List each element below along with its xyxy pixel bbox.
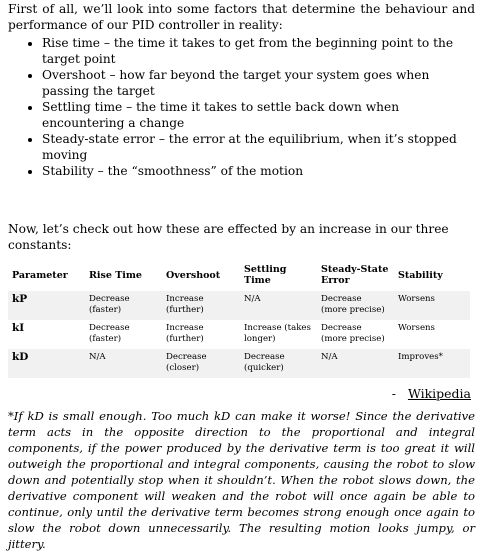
header-steady-state-error: Steady-State Error xyxy=(321,264,389,286)
table-cell: Improves* xyxy=(394,349,470,378)
table-cell: Increase (further) xyxy=(166,323,204,344)
factors-list xyxy=(8,35,475,179)
document-page xyxy=(0,1,483,551)
table-row xyxy=(8,291,470,320)
table-cell: Decrease (faster) xyxy=(89,323,130,344)
factor-item-overshoot: • Overshoot – how far beyond the target your system goes when passing the target xyxy=(42,67,475,99)
factor-item-stability: • Stability – the “smoothness” of the motion xyxy=(42,163,475,179)
header-stability: Stability xyxy=(398,269,443,281)
table-cell-parameter: kP xyxy=(8,291,85,320)
factor-item-rise-time: • Rise time – the time it takes to get from the beginning point to the target point xyxy=(42,35,475,67)
table-cell: Worsens xyxy=(394,291,470,320)
pid-effects-table xyxy=(8,259,470,378)
table-cell: Decrease (more precise) xyxy=(317,291,394,320)
intro-paragraph: First of all, we’ll look into some factors that determine the behaviour and performance of our PID controller in reality: xyxy=(8,2,475,32)
table-header-row xyxy=(8,259,470,291)
header-overshoot: Overshoot xyxy=(166,269,221,281)
table-cell: Worsens xyxy=(398,323,435,333)
table-row xyxy=(8,349,470,378)
source-attribution xyxy=(8,386,471,402)
table-cell: Decrease (faster) xyxy=(85,291,162,320)
factor-item-settling-time: • Settling time – the time it takes to settle back down when encountering a change xyxy=(42,99,475,131)
table-cell: Decrease (closer) xyxy=(162,349,240,378)
factor-item-steady-state-error: • Steady-state error – the error at the equilibrium, when it’s stopped moving xyxy=(42,131,475,163)
table-cell: Decrease (more precise) xyxy=(321,323,385,344)
wikipedia-link[interactable]: Wikipedia xyxy=(407,386,471,401)
footnote-paragraph: *If kD is small enough. Too much kD can make it worse! Since the derivative term acts in the opposite direction to the proportional and integral components, if the power produced by the derivative term is too great it will outweigh the proportional and integral components, causing the robot to slow down and potentially stop when it shouldn’t. When the robot slows down, the derivative component will weaken and the robot will once again be able to continue, only until the derivative term becomes strong enough once again to slow the robot down unnecessarily. The resulting motion looks jumpy, or jittery. xyxy=(8,409,475,551)
table-cell: N/A xyxy=(240,291,317,320)
header-parameter: Parameter xyxy=(12,269,68,281)
table-cell: Decrease (quicker) xyxy=(240,349,317,378)
source-dash: - xyxy=(391,386,397,401)
header-rise-time: Rise Time xyxy=(89,269,142,281)
table-cell: N/A xyxy=(317,349,394,378)
table-cell: Increase (takes longer) xyxy=(244,323,311,344)
table-cell: N/A xyxy=(85,349,162,378)
table-cell-parameter: kI xyxy=(12,322,25,334)
table-cell-parameter: kD xyxy=(8,349,85,378)
transition-paragraph: Now, let’s check out how these are effected by an increase in our three constants: xyxy=(8,222,449,252)
table-cell: Increase (further) xyxy=(162,291,240,320)
table-row xyxy=(8,320,470,349)
header-settling-time: Settling Time xyxy=(244,264,287,286)
